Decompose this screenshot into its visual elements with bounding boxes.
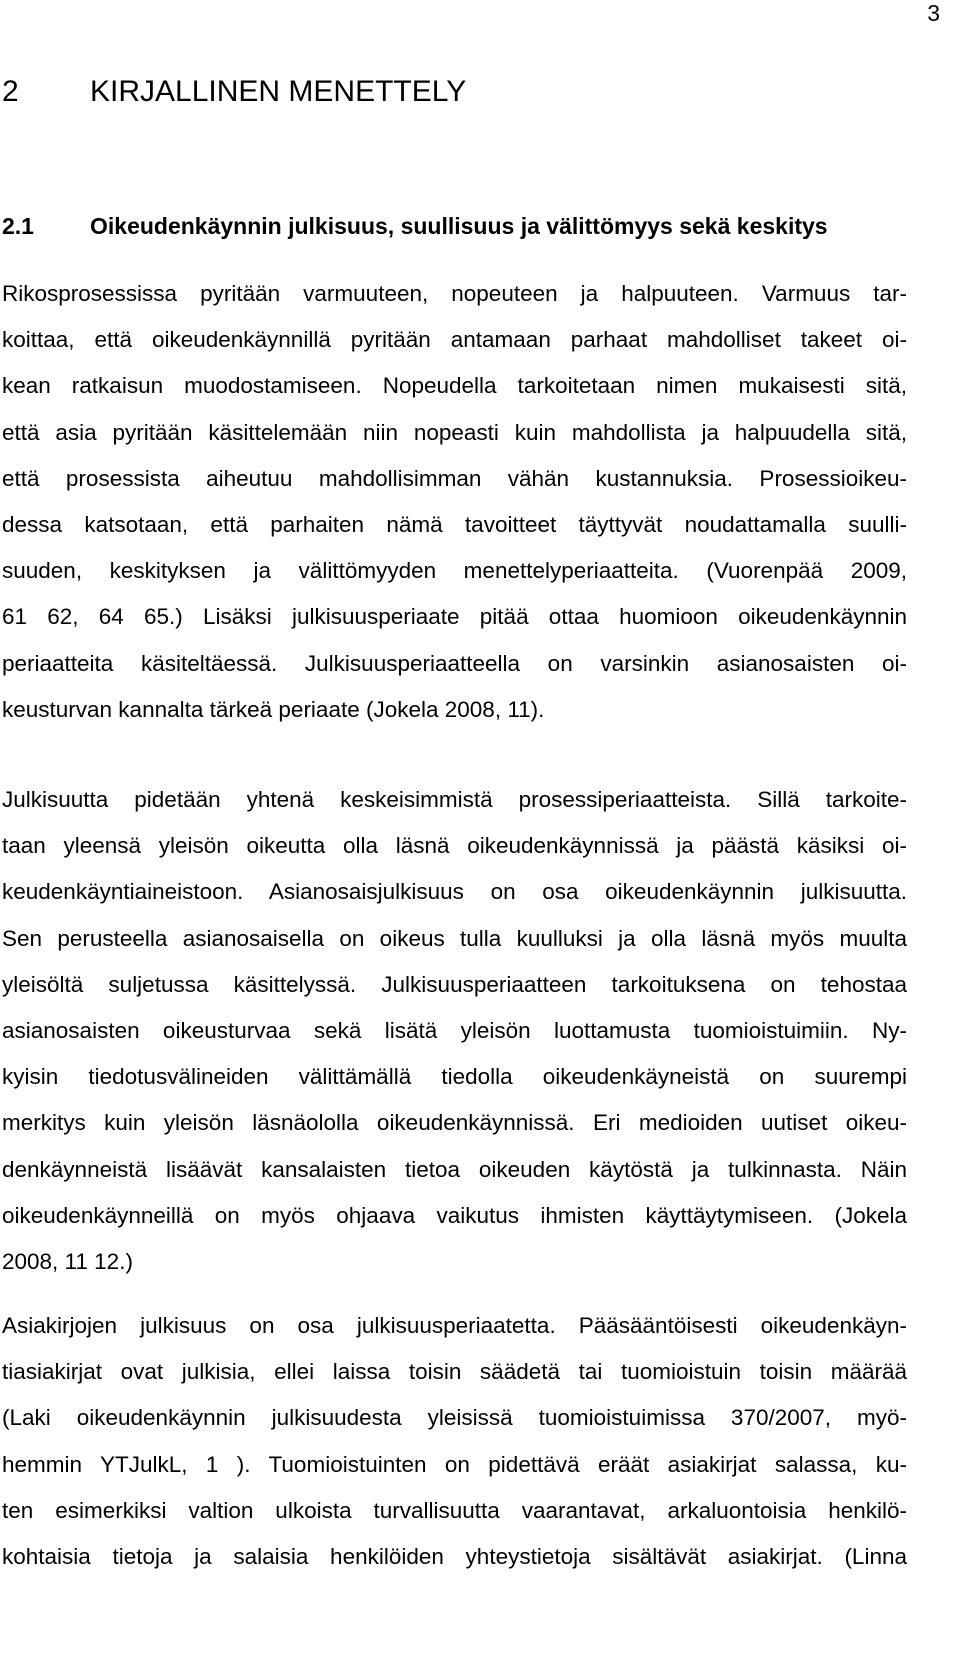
paragraph-line: (Laki oikeudenkäynnin julkisuudesta yleisissä tuomioistuimissa 370/2007, myö- — [2, 1405, 907, 1431]
paragraph-line: suuden, keskityksen ja välittömyyden menettelyperiaatteita. (Vuorenpää 2009, — [2, 558, 907, 584]
paragraph-line: Julkisuutta pidetään yhtenä keskeisimmistä prosessiperiaatteista. Sillä tarkoite- — [2, 787, 907, 812]
paragraph-line: että asia pyritään käsittelemään niin nopeasti kuin mahdollista ja halpuudella sitä, — [2, 419, 907, 445]
paragraph-line: koittaa, että oikeudenkäynnillä pyritään antamaan parhaat mahdolliset takeet oi- — [2, 327, 907, 353]
paragraph-line: merkitys kuin yleisön läsnäololla oikeudenkäynnissä. Eri medioiden uutiset oikeu- — [2, 1110, 907, 1136]
paragraph-line: oikeudenkäynneillä on myös ohjaava vaikutus ihmisten käyttäytymiseen. (Jokela — [2, 1202, 907, 1228]
paragraph-line: denkäynneistä lisäävät kansalaisten tietoa oikeuden käytöstä ja tulkinnasta. Näin — [2, 1156, 907, 1182]
paragraph-1 — [2, 271, 907, 733]
paragraph-line: Rikosprosessissa pyritään varmuuteen, nopeuteen ja halpuuteen. Varmuus tar- — [2, 281, 907, 306]
paragraph-line: 61 62, 64 65.) Lisäksi julkisuusperiaate pitää ottaa huomioon oikeudenkäynnin — [2, 604, 907, 630]
paragraph-line: kean ratkaisun muodostamiseen. Nopeudella tarkoitetaan nimen mukaisesti sitä, — [2, 373, 907, 399]
paragraph-line: 2008, 11 12.) — [2, 1248, 133, 1274]
paragraph-2 — [2, 777, 907, 1285]
paragraph-line: tiasiakirjat ovat julkisia, ellei laissa toisin säädetä tai tuomioistuin toisin määrää — [2, 1359, 907, 1385]
section-title: Oikeudenkäynnin julkisuus, suullisuus ja välittömyys sekä keskitys — [90, 213, 828, 239]
paragraph-line: taan yleensä yleisön oikeutta olla läsnä oikeudenkäynnissä ja päästä käsiksi oi- — [2, 833, 907, 859]
paragraph-line: keudenkäyntiaineistoon. Asianosaisjulkisuus on osa oikeudenkäynnin julkisuutta. — [2, 879, 907, 905]
paragraph-line: dessa katsotaan, että parhaiten nämä tavoitteet täyttyvät noudattamalla suulli- — [2, 511, 907, 537]
paragraph-line: Sen perusteella asianosaisella on oikeus tulla kuulluksi ja olla läsnä myös muulta — [2, 925, 907, 951]
paragraph-line: yleisöltä suljetussa käsittelyssä. Julkisuusperiaatteen tarkoituksena on tehostaa — [2, 971, 907, 997]
paragraph-line: kyisin tiedotusvälineiden välittämällä tiedolla oikeudenkäyneistä on suurempi — [2, 1064, 907, 1090]
paragraph-line: asianosaisten oikeusturvaa sekä lisätä yleisön luottamusta tuomioistuimiin. Ny- — [2, 1017, 907, 1043]
paragraph-line: hemmin YTJulkL, 1 ). Tuomioistuinten on pidettävä eräät asiakirjat salassa, ku- — [2, 1451, 907, 1477]
paragraph-line: keusturvan kannalta tärkeä periaate (Jokela 2008, 11). — [2, 696, 545, 722]
paragraph-line: että prosessista aiheutuu mahdollisimman vähän kustannuksia. Prosessioikeu- — [2, 465, 907, 491]
chapter-title: KIRJALLINEN MENETTELY — [90, 75, 467, 108]
chapter-number: 2 — [2, 75, 19, 108]
paragraph-line: ten esimerkiksi valtion ulkoista turvallisuutta vaarantavat, arkaluontoisia henkilö- — [2, 1497, 907, 1523]
page-number: 3 — [927, 0, 940, 26]
section-heading — [2, 211, 828, 241]
paragraph-line: Asiakirjojen julkisuus on osa julkisuusperiaatetta. Pääsääntöisesti oikeudenkäyn- — [2, 1313, 907, 1338]
paragraph-line: kohtaisia tietoja ja salaisia henkilöiden yhteystietoja sisältävät asiakirjat. (Linna — [2, 1543, 907, 1569]
paragraph-3 — [2, 1303, 907, 1580]
paragraph-line: periaatteita käsiteltäessä. Julkisuusperiaatteella on varsinkin asianosaisten oi- — [2, 650, 907, 676]
section-number: 2.1 — [2, 213, 34, 239]
chapter-heading — [2, 74, 466, 110]
